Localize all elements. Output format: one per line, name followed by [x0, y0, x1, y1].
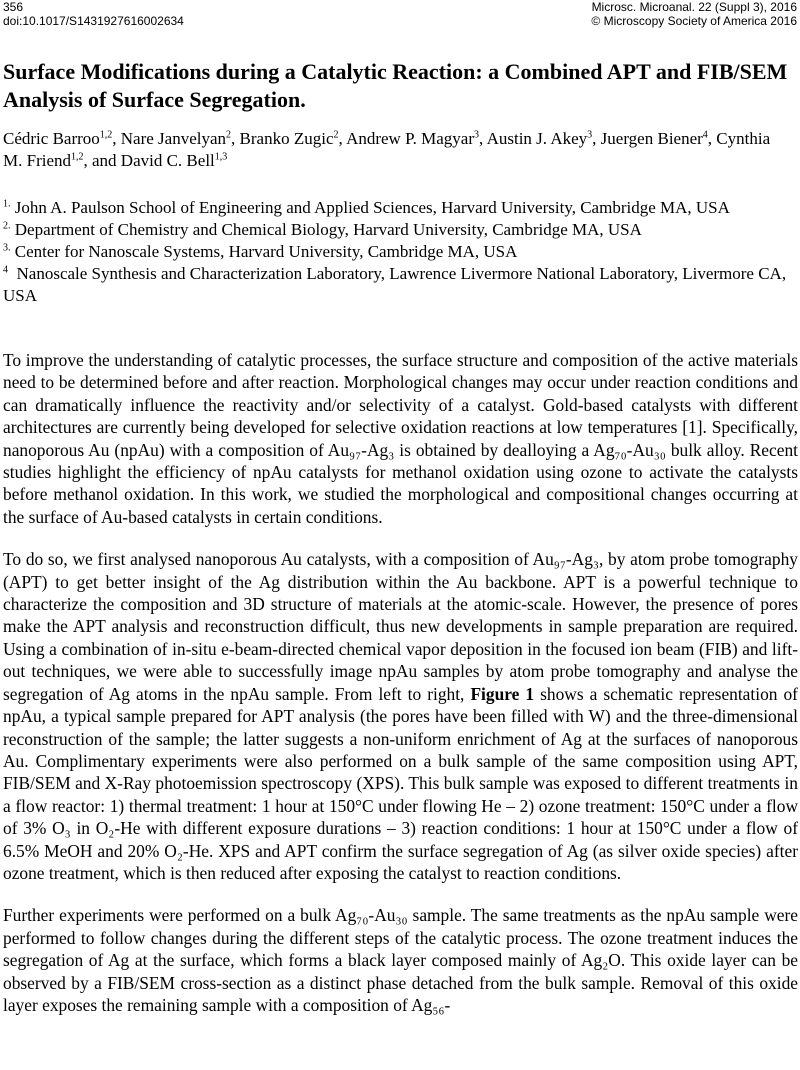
paragraph-intro: To improve the understanding of catalytic processes, the surface structure and composition of the active materials need to be determined before and after reaction. Morphological changes may occur under reaction conditions and can dramatically influence the reactivity and/or selectivity of a catalyst. Gold-based catalysts with different architectures are currently being developed for selective oxidation reactions at low temperatures [1]. Specifically, nanoporous Au (npAu) with a composition of Au₉₇-Ag₃ is obtained by dealloying a Ag₇₀-Au₃₀ bulk alloy. Recent studies highlight the efficiency of npAu catalysts for methanol oxidation using ozone to activate the catalysts before methanol oxidation. In this work, we studied the morphological and compositional changes occurring at the surface of Au-based catalysts in certain conditions.: [3, 350, 798, 527]
affiliation: $^{1.}$ John A. Paulson School of Engineering and Applied Sciences, Harvard University, Cambridge MA, USA: [3, 198, 730, 217]
author: Cédric Barroo$^{1,2}$: [3, 129, 113, 148]
affiliation: $^{2.}$ Department of Chemistry and Chemical Biology, Harvard University, Cambridge MA, USA: [3, 220, 642, 239]
author: Austin J. Akey$^3$: [486, 129, 593, 148]
author: David C. Bell$^{1,3}$: [120, 151, 228, 170]
copyright: © Microscopy Society of America 2016: [591, 14, 797, 28]
affiliation: $^{3.}$ Center for Nanoscale Systems, Harvard University, Cambridge MA, USA: [3, 242, 518, 261]
header-left: [3, 0, 184, 28]
affiliation: $^4$ Nanoscale Synthesis and Characterization Laboratory, Lawrence Livermore National Laboratory, Livermore CA, USA: [3, 264, 791, 305]
paragraph-methods: To do so, we first analysed nanoporous Au catalysts, with a composition of Au₉₇-Ag₃, by atom probe tomography (APT) to get better insight of the Ag distribution within the Au backbone. APT is a powerful technique to characterize the composition and 3D structure of materials at the atomic-scale. However, the presence of pores make the APT analysis and reconstruction difficult, thus new developments in sample preparation are required. Using a combination of in-situ e-beam-directed chemical vapor deposition in the focused ion beam (FIB) and lift-out techniques, we were able to successfully image npAu samples by atom probe tomography and analyse the segregation of Ag atoms in the npAu sample. From left to right, Figure 1 shows a schematic representation of npAu, a typical sample prepared for APT analysis (the pores have been filled with W) and the three-dimensional reconstruction of the sample; the latter suggests a non-uniform enrichment of Ag at the surfaces of nanoporous Au. Complimentary experiments were also performed on a bulk sample of the same composition using APT, FIB/SEM and X-Ray photoemission spectroscopy (XPS). This bulk sample was exposed to different treatments in a flow reactor: 1) thermal treatment: 1 hour at 150°C under flowing He – 2) ozone treatment: 150°C under a flow of 3% O₃ in O₂-He with different exposure durations – 3) reaction conditions: 1 hour at 150°C under a flow of 6.5% MeOH and 20% O₂-He. XPS and APT confirm the surface segregation of Ag (as silver oxide species) after ozone treatment, which is then reduced after exposing the catalyst to reaction conditions.: [3, 549, 798, 883]
doi[interactable]: doi:10.1017/S1431927616002634: [3, 14, 184, 28]
figure-reference[interactable]: Figure 1: [470, 683, 535, 704]
author: Cynthia M. Friend$^{1,2}$: [3, 129, 771, 170]
affiliation-list: [3, 197, 793, 307]
paragraph-bulk: Further experiments were performed on a bulk Ag₇₀-Au₃₀ sample. The same treatments as the npAu sample were performed to follow changes during the different steps of the catalytic process. The ozone treatment induces the segregation of Ag at the surface, which forms a black layer composed mainly of Ag₂O. This oxide layer can be observed by a FIB/SEM cross-section as a distinct phase detached from the bulk sample. Removal of this oxide layer exposes the remaining sample with a composition of Ag₅₆-: [3, 905, 798, 1015]
author: Juergen Biener$^4$: [600, 129, 708, 148]
header-right: [591, 0, 797, 28]
paper-title: Surface Modifications during a Catalytic Reaction: a Combined APT and FIB/SEM Analysis of Surface Segregation.: [3, 59, 788, 112]
page-number: 356: [3, 0, 24, 14]
author: Andrew P. Magyar$^3$: [346, 129, 480, 148]
abstract-body: [3, 349, 798, 1036]
author: Nare Janvelyan$^2$: [120, 129, 232, 148]
author: Branko Zugic$^2$: [239, 129, 339, 148]
author-list: Cédric Barroo$^{1,2}$, Nare Janvelyan$^2$, Branko Zugic$^2$, Andrew P. Magyar$^3$, Austin J. Akey$^3$, Juergen Biener$^4$, Cynthia M. Friend$^{1,2}$, and David C. Bell$^{1,3}$: [3, 129, 771, 170]
journal-citation: Microsc. Microanal. 22 (Suppl 3), 2016: [591, 0, 797, 14]
